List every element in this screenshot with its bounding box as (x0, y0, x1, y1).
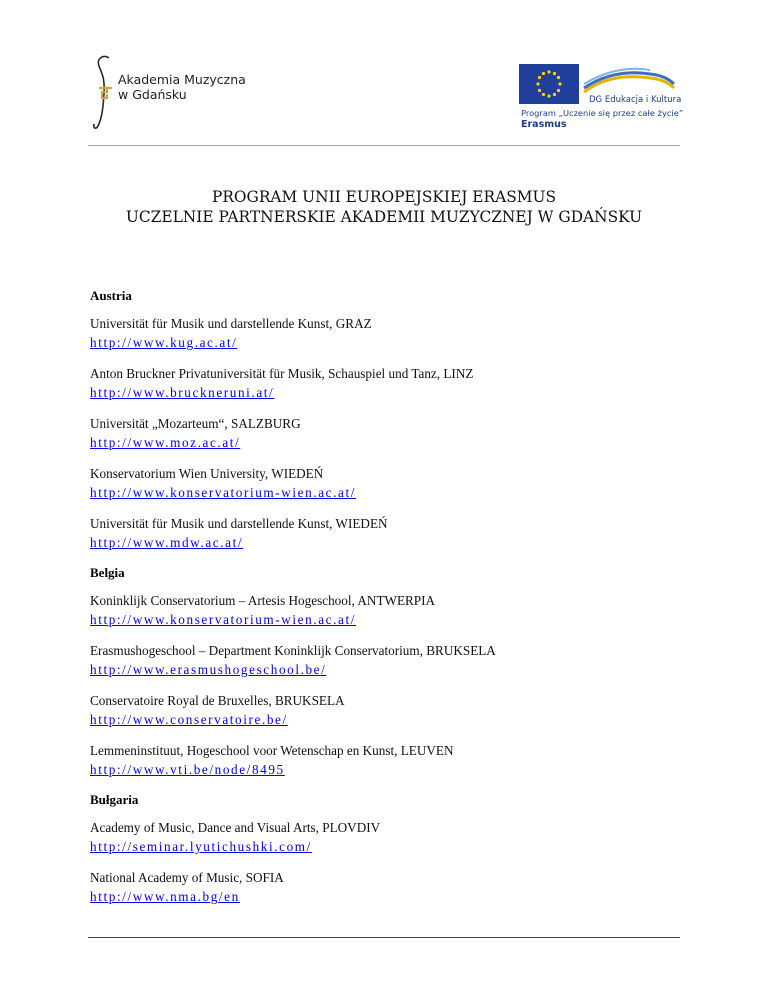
institution-name: Universität für Musik und darstellende Kunst, WIEDEŃ (90, 516, 388, 531)
erasmus-wave-icon (580, 66, 676, 96)
partner-entry (90, 515, 690, 551)
institution-name: Academy of Music, Dance and Visual Arts, PLOVDIV (90, 820, 381, 835)
akademia-logo-text (118, 72, 246, 102)
partner-entry (90, 315, 690, 351)
partner-entry (90, 465, 690, 501)
partner-entry (90, 692, 690, 728)
akademia-logo-mark-icon (92, 54, 118, 132)
institution-link[interactable]: http://www.nma.bg/en (90, 889, 240, 904)
title-line-1: PROGRAM UNII EUROPEJSKIEJ ERASMUS (211, 188, 557, 206)
institution-link[interactable]: http://www.mdw.ac.at/ (90, 535, 244, 550)
title-line-2: UCZELNIE PARTNERSKIE AKADEMII MUZYCZNEJ W GDAŃSKU (125, 208, 643, 226)
institution-name: Conservatoire Royal de Bruxelles, BRUKSELA (90, 693, 345, 708)
akademia-logo-line2: w Gdańsku (118, 87, 187, 102)
erasmus-label: Erasmus (521, 119, 567, 130)
institution-link[interactable]: http://www.konservatorium-wien.ac.at/ (90, 612, 356, 627)
institution-link[interactable]: http://www.vti.be/node/8495 (90, 762, 285, 777)
partner-entry (90, 819, 690, 855)
partner-entry (90, 365, 690, 401)
institution-name: Universität „Mozarteum“, SALZBURG (90, 416, 301, 431)
country-heading: Belgia (90, 565, 125, 580)
institution-name: Anton Bruckner Privatuniversität für Musik, Schauspiel und Tanz, LINZ (90, 366, 474, 381)
page-title (40, 187, 728, 227)
institution-name: National Academy of Music, SOFIA (90, 870, 284, 885)
partner-entry (90, 415, 690, 451)
akademia-logo-line1: Akademia Muzyczna (118, 72, 246, 87)
institution-link[interactable]: http://seminar.lyutichushki.com/ (90, 839, 312, 854)
partner-entry (90, 869, 690, 905)
footer-divider (88, 937, 680, 938)
institution-link[interactable]: http://www.bruckneruni.at/ (90, 385, 275, 400)
institution-link[interactable]: http://www.kug.ac.at/ (90, 335, 238, 350)
country-heading: Austria (90, 288, 132, 303)
partner-entry (90, 742, 690, 778)
header-divider (88, 145, 680, 146)
partner-entry (90, 592, 690, 628)
eu-erasmus-logo (518, 64, 684, 130)
eu-flag-icon (519, 64, 579, 104)
akademia-muzyczna-logo (92, 54, 262, 132)
institution-link[interactable]: http://www.conservatoire.be/ (90, 712, 288, 727)
institution-name: Lemmeninstituut, Hogeschool voor Wetenschap en Kunst, LEUVEN (90, 743, 454, 758)
partner-entry (90, 642, 690, 678)
program-label: Program „Uczenie się przez całe życie” (521, 108, 684, 118)
country-heading: Bułgaria (90, 792, 139, 807)
partner-list (90, 288, 690, 919)
institution-name: Konservatorium Wien University, WIEDEŃ (90, 466, 324, 481)
institution-link[interactable]: http://www.konservatorium-wien.ac.at/ (90, 485, 356, 500)
institution-name: Erasmushogeschool – Department Koninklijk Conservatorium, BRUKSELA (90, 643, 496, 658)
institution-name: Universität für Musik und darstellende Kunst, GRAZ (90, 316, 372, 331)
institution-link[interactable]: http://www.moz.ac.at/ (90, 435, 241, 450)
institution-link[interactable]: http://www.erasmushogeschool.be/ (90, 662, 327, 677)
institution-name: Koninklijk Conservatorium – Artesis Hogeschool, ANTWERPIA (90, 593, 436, 608)
dg-edukacja-label: DG Edukacja i Kultura (589, 95, 682, 105)
